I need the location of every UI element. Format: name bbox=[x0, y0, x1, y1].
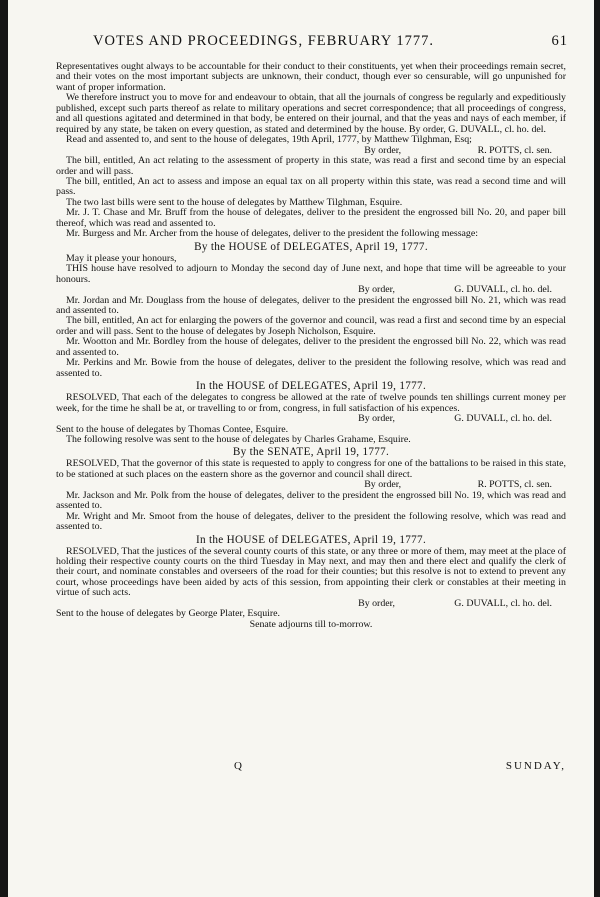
paragraph: May it please your honours, bbox=[66, 252, 177, 264]
page-body bbox=[56, 62, 566, 630]
document-page bbox=[8, 0, 594, 897]
signature-line: By order, G. DUVALL, cl. ho. del. bbox=[358, 413, 552, 425]
section-heading: In the HOUSE of DELEGATES, April 19, 1777. bbox=[195, 533, 427, 546]
paragraph: Representatives ought always to be accountable for their conduct to their constituents, yet when their proceedings remain secret, and their votes on the most important subjects are unknown, their conduct, though ever so censurable, will go unpunished for want of proper information. bbox=[56, 61, 566, 93]
paragraph: We therefore instruct you to move for and endeavour to obtain, that all the journals of congress be regularly and expeditiously published, except such parts thereof as relate to military operations and secret correspondence; that all proceedings of congress, and all questions agitated and determined in that body, be entered on their journal, and that the yeas and nays of each member, if required by any state, be taken on every question, as stated and determined by the house. By order, G. DUVALL, cl. ho. del. bbox=[56, 92, 566, 135]
paragraph: Senate adjourns till to-morrow. bbox=[249, 618, 373, 630]
paragraph: Read and assented to, and sent to the house of delegates, 19th April, 1777, by Matthew Tilghman, Esq; bbox=[66, 134, 472, 146]
signature-line: By order, G. DUVALL, cl. ho. del. bbox=[358, 597, 552, 609]
paragraph: Mr. Wright and Mr. Smoot from the house of delegates, deliver to the president the following resolve, which was read and assented to. bbox=[56, 510, 566, 533]
paragraph: Sent to the house of delegates by George Plater, Esquire. bbox=[56, 608, 281, 620]
paragraph: RESOLVED, That the governor of this state is requested to apply to congress for one of the battalions to be raised in this state, to be stationed at such places on the eastern shore as the governor and council shall direct. bbox=[56, 458, 566, 480]
paragraph: THIS house have resolved to adjourn to Monday the second day of June next, and hope that time will be agreeable to your honours. bbox=[56, 263, 566, 285]
section-heading: By the SENATE, April 19, 1777. bbox=[232, 446, 390, 459]
page-header bbox=[48, 33, 568, 53]
paragraph: The two last bills were sent to the house of delegates by Matthew Tilghman, Esquire. bbox=[66, 196, 403, 208]
paragraph: Mr. Wootton and Mr. Bordley from the house of delegates, deliver to the president the engrossed bill No. 22, which was read and assented to. bbox=[56, 336, 566, 358]
catchword: SUNDAY, bbox=[505, 760, 566, 772]
paragraph: The following resolve was sent to the house of delegates by Charles Grahame, Esquire. bbox=[66, 433, 411, 445]
paragraph: The bill, entitled, An act for enlarging the powers of the governor and council, was read a first and second time by an especial order and will pass. Sent to the house of delegates by Joseph Nicholson, Esquire. bbox=[56, 315, 566, 337]
paragraph: Mr. Jackson and Mr. Polk from the house of delegates, deliver to the president the engrossed bill No. 19, which was read and assented to. bbox=[56, 489, 566, 512]
signature-mark: Q bbox=[234, 760, 242, 772]
signature-line: By order, R. POTTS, cl. sen. bbox=[364, 144, 552, 156]
paragraph: The bill, entitled, An act relating to the assessment of property in this state, was read a first and second time by an especial order and will pass. bbox=[56, 155, 566, 177]
paragraph: Mr. Burgess and Mr. Archer from the house of delegates, deliver to the president the following message: bbox=[66, 228, 478, 240]
paragraph: RESOLVED, That each of the delegates to congress be allowed at the rate of twelve pounds ten shillings current money per week, for the time he shall be at, or travelling to or from, congress, in full satisfaction of his expences. bbox=[56, 392, 566, 414]
paragraph: Mr. Perkins and Mr. Bowie from the house of delegates, deliver to the president the following resolve, which was read and assented to. bbox=[56, 357, 566, 379]
signature-line: By order, G. DUVALL, cl. ho. del. bbox=[358, 284, 552, 296]
page-number: 61 bbox=[551, 33, 568, 49]
paragraph: RESOLVED, That the justices of the several county courts of this state, or any three or more of them, may meet at the place of holding their respective county courts on the third Tuesday in May next, and may then and there elect and qualify the clerk of their court, and nominate constables and overseers of the road for their counties; but this resolve is not to extend to prevent any court, whose proceedings have been aided by acts of this session, from appointing their clerk or constables at their meeting in virtue of such acts. bbox=[56, 545, 566, 599]
running-title: VOTES AND PROCEEDINGS, FEBRUARY 1777. bbox=[93, 33, 434, 49]
paragraph: Mr. Jordan and Mr. Douglass from the house of delegates, deliver to the president the engrossed bill No. 21, which was read and assented to. bbox=[56, 294, 566, 316]
paragraph: Sent to the house of delegates by Thomas Contee, Esquire. bbox=[56, 423, 289, 435]
signature-line: By order, R. POTTS, cl. sen. bbox=[364, 479, 552, 491]
paragraph: The bill, entitled, An act to assess and impose an equal tax on all property within this state, was read a second time and will pass. bbox=[56, 175, 566, 198]
paragraph: Mr. J. T. Chase and Mr. Bruff from the house of delegates, deliver to the president the engrossed bill No. 20, and paper bill thereof, which was read and assented to. bbox=[56, 207, 566, 229]
section-heading: In the HOUSE of DELEGATES, April 19, 1777. bbox=[195, 380, 427, 393]
page-footer bbox=[56, 760, 566, 776]
section-heading: By the HOUSE of DELEGATES, April 19, 1777. bbox=[194, 240, 428, 253]
